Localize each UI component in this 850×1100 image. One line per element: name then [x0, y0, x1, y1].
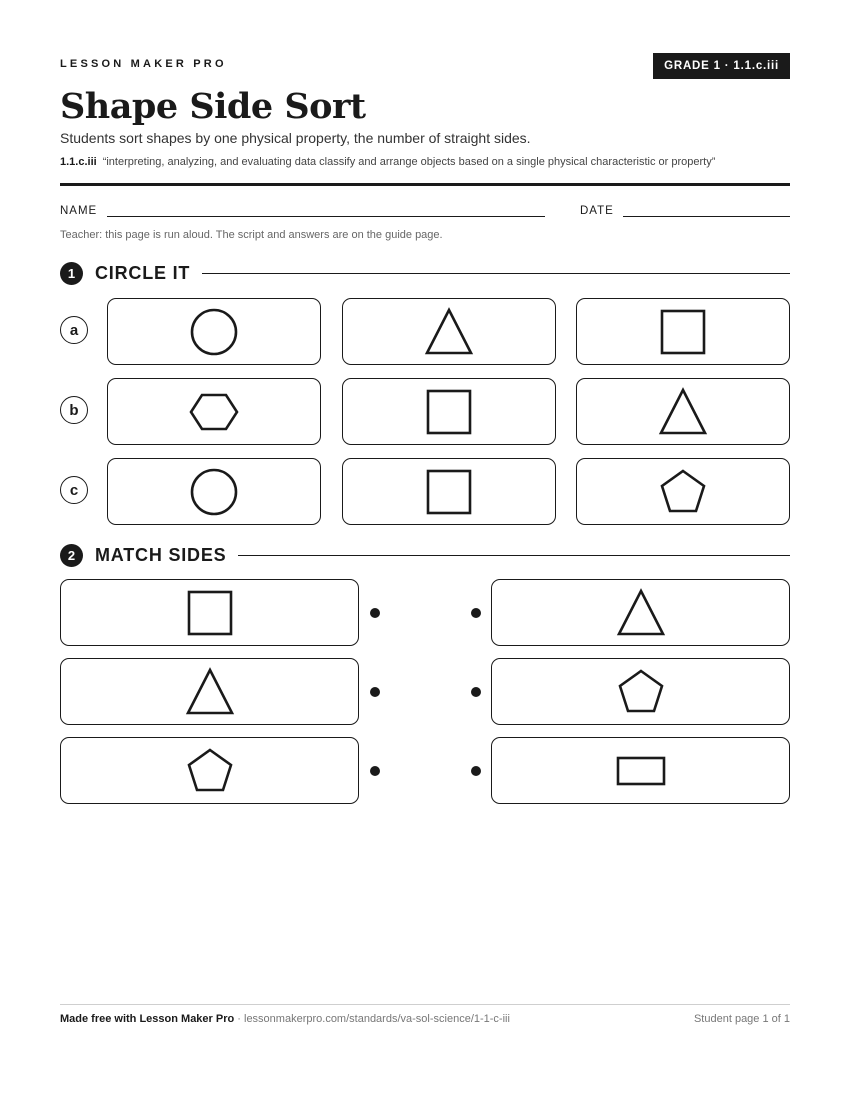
match-left-dot[interactable]	[370, 766, 380, 776]
section-title: CIRCLE IT	[95, 262, 191, 283]
triangle-icon	[424, 307, 474, 357]
grade-badge: GRADE 1 · 1.1.c.iii	[653, 53, 790, 79]
footer-page-number: Student page 1 of 1	[693, 1013, 790, 1025]
standard-line	[60, 156, 715, 168]
section-number: 1	[60, 262, 83, 285]
name-field[interactable]	[107, 216, 545, 217]
footer-made-with: Made free with Lesson Maker Pro	[60, 1013, 235, 1025]
row-letter-a: a	[60, 316, 88, 344]
square-icon	[185, 588, 235, 638]
square-icon	[424, 467, 474, 517]
triangle-icon	[185, 667, 235, 717]
triangle-icon	[658, 387, 708, 437]
section-rule	[238, 555, 790, 556]
footer-divider	[60, 1004, 790, 1005]
shape-card-b-2[interactable]	[342, 378, 556, 445]
hexagon-icon	[189, 387, 239, 437]
circle-icon	[189, 307, 239, 357]
shape-card-b-1[interactable]	[107, 378, 321, 445]
shape-card-c-1[interactable]	[107, 458, 321, 525]
standard-text: “interpreting, analyzing, and evaluating data classify and arrange objects based on a single physical characteristic or property”	[102, 156, 716, 168]
row-letter-c: c	[60, 476, 88, 504]
match-right-card-2[interactable]	[491, 658, 790, 725]
footer-url[interactable]: lessonmakerpro.com/standards/va-sol-science/1-1-c-iii	[244, 1013, 510, 1025]
shape-card-c-2[interactable]	[342, 458, 556, 525]
rectangle-icon	[616, 756, 666, 786]
standard-code: 1.1.c.iii	[60, 156, 97, 168]
match-left-dot[interactable]	[370, 687, 380, 697]
date-field[interactable]	[623, 216, 790, 217]
date-label: DATE	[580, 205, 614, 217]
footer-separator: ·	[234, 1013, 244, 1025]
shape-card-b-3[interactable]	[576, 378, 790, 445]
section-title: MATCH SIDES	[95, 544, 227, 565]
match-right-dot[interactable]	[471, 608, 481, 618]
section-match-sides-header	[60, 543, 790, 567]
match-right-dot[interactable]	[471, 687, 481, 697]
match-right-card-1[interactable]	[491, 579, 790, 646]
match-right-card-3[interactable]	[491, 737, 790, 804]
match-right-dot[interactable]	[471, 766, 481, 776]
match-left-card-1[interactable]	[60, 579, 359, 646]
section-circle-it-header	[60, 261, 790, 285]
shape-card-a-2[interactable]	[342, 298, 556, 365]
brand-name: LESSON MAKER PRO	[60, 58, 227, 70]
square-icon	[424, 387, 474, 437]
teacher-note: Teacher: this page is run aloud. The script and answers are on the guide page.	[60, 229, 443, 241]
name-label: NAME	[60, 205, 98, 217]
match-left-card-2[interactable]	[60, 658, 359, 725]
page-title: Shape Side Sort	[60, 86, 366, 127]
shape-card-c-3[interactable]	[576, 458, 790, 525]
footer-credit	[60, 1013, 510, 1025]
header-divider	[60, 183, 790, 186]
match-left-dot[interactable]	[370, 608, 380, 618]
row-letter-b: b	[60, 396, 88, 424]
section-rule	[202, 273, 790, 274]
page-subtitle: Students sort shapes by one physical property, the number of straight sides.	[60, 130, 531, 146]
circle-icon	[189, 467, 239, 517]
section-number: 2	[60, 544, 83, 567]
match-left-card-3[interactable]	[60, 737, 359, 804]
triangle-icon	[616, 588, 666, 638]
pentagon-icon	[185, 746, 235, 796]
pentagon-icon	[658, 467, 708, 517]
shape-card-a-3[interactable]	[576, 298, 790, 365]
square-icon	[658, 307, 708, 357]
worksheet-page	[60, 0, 790, 1100]
pentagon-icon	[616, 667, 666, 717]
shape-card-a-1[interactable]	[107, 298, 321, 365]
